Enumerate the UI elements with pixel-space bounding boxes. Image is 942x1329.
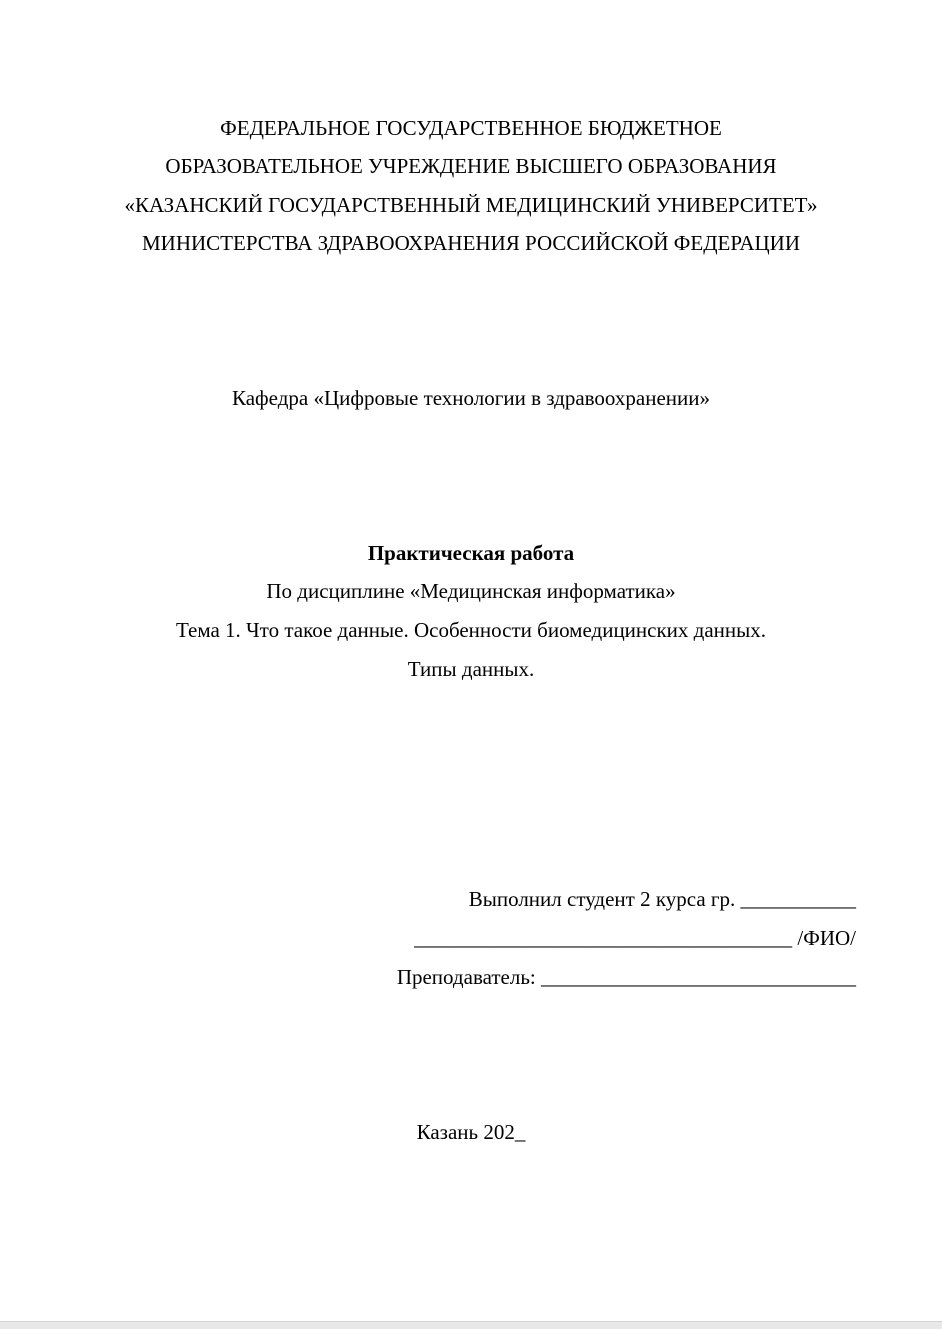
header-line-4: МИНИСТЕРСТВА ЗДРАВООХРАНЕНИЯ РОССИЙСКОЙ ФЕДЕРАЦИИ xyxy=(141,231,801,255)
header-line-1: ФЕДЕРАЛЬНОЕ ГОСУДАРСТВЕННОЕ БЮДЖЕТНОЕ xyxy=(220,116,722,140)
header-line-3: «КАЗАНСКИЙ ГОСУДАРСТВЕННЫЙ МЕДИЦИНСКИЙ УНИВЕРСИТЕТ» xyxy=(124,193,818,217)
topic-line-2: Типы данных. xyxy=(407,657,535,681)
department-name: Кафедра «Цифровые технологии в здравоохранении» xyxy=(232,386,710,410)
header-line-2: ОБРАЗОВАТЕЛЬНОЕ УЧРЕЖДЕНИЕ ВЫСШЕГО ОБРАЗОВАНИЯ xyxy=(165,154,777,178)
fio-signature-line: ____________________________________ /ФИО/ xyxy=(414,926,856,950)
city-year: Казань 202_ xyxy=(416,1120,526,1144)
student-signature-line: Выполнил студент 2 курса гр. ___________ xyxy=(468,887,856,911)
discipline-line: По дисциплине «Медицинская информатика» xyxy=(266,579,676,603)
teacher-signature-line: Преподаватель: ______________________________ xyxy=(396,965,856,989)
topic-line-1: Тема 1. Что такое данные. Особенности биомедицинских данных. xyxy=(175,618,767,642)
work-title: Практическая работа xyxy=(367,541,575,565)
